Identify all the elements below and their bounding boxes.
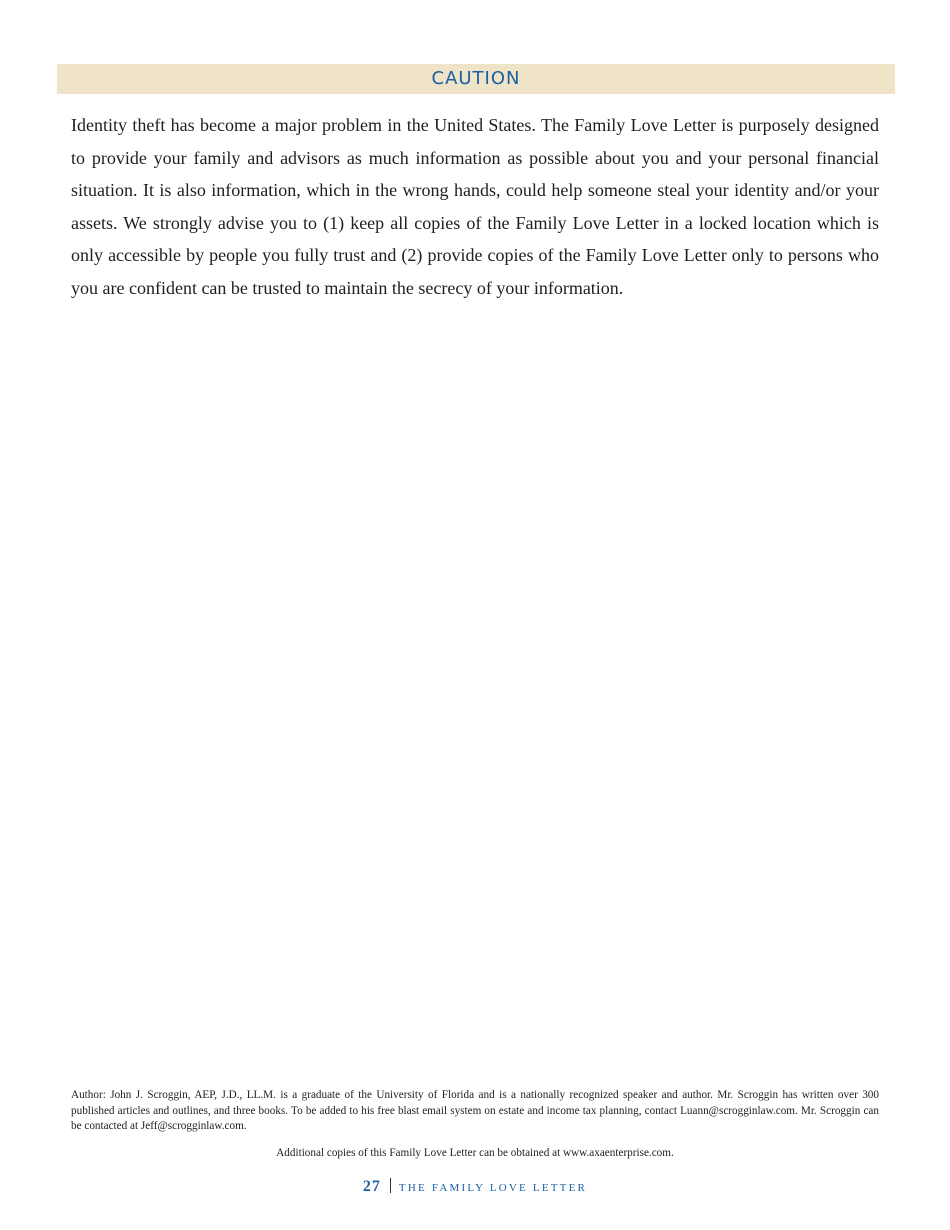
page-number: 27 <box>362 1178 381 1195</box>
additional-copies-note: Additional copies of this Family Love Letter can be obtained at www.axaenterprise.com. <box>276 1147 674 1159</box>
footer-divider <box>390 1178 391 1193</box>
page-footer <box>0 1177 950 1198</box>
publication-title: THE FAMILY LOVE LETTER <box>398 1182 588 1194</box>
caution-body-text: Identity theft has become a major problem in the United States. The Family Love Letter is purposely designed to provide your family and advisors as much information as possible about you and your personal financial situation. It is also information, which in the wrong hands, could help someone steal your identity and/or your assets. We strongly advise you to (1) keep all copies of the Family Love Letter in a locked location which is only accessible by people you fully trust and (2) provide copies of the Family Love Letter only to persons who you are confident can be trusted to maintain the secrecy of your information. <box>71 115 879 298</box>
caution-header-bar <box>57 64 895 94</box>
caution-title: CAUTION <box>431 68 521 89</box>
author-note: Author: John J. Scroggin, AEP, J.D., LL.M. is a graduate of the University of Florida and is a nationally recognized speaker and author. Mr. Scroggin has written over 300 published articles and outlines, and three books. To be added to his free blast email system on estate and income tax planning, contact Luann@scrogginlaw.com. Mr. Scroggin can be contacted at Jeff@scrogginlaw.com. <box>71 1089 879 1132</box>
